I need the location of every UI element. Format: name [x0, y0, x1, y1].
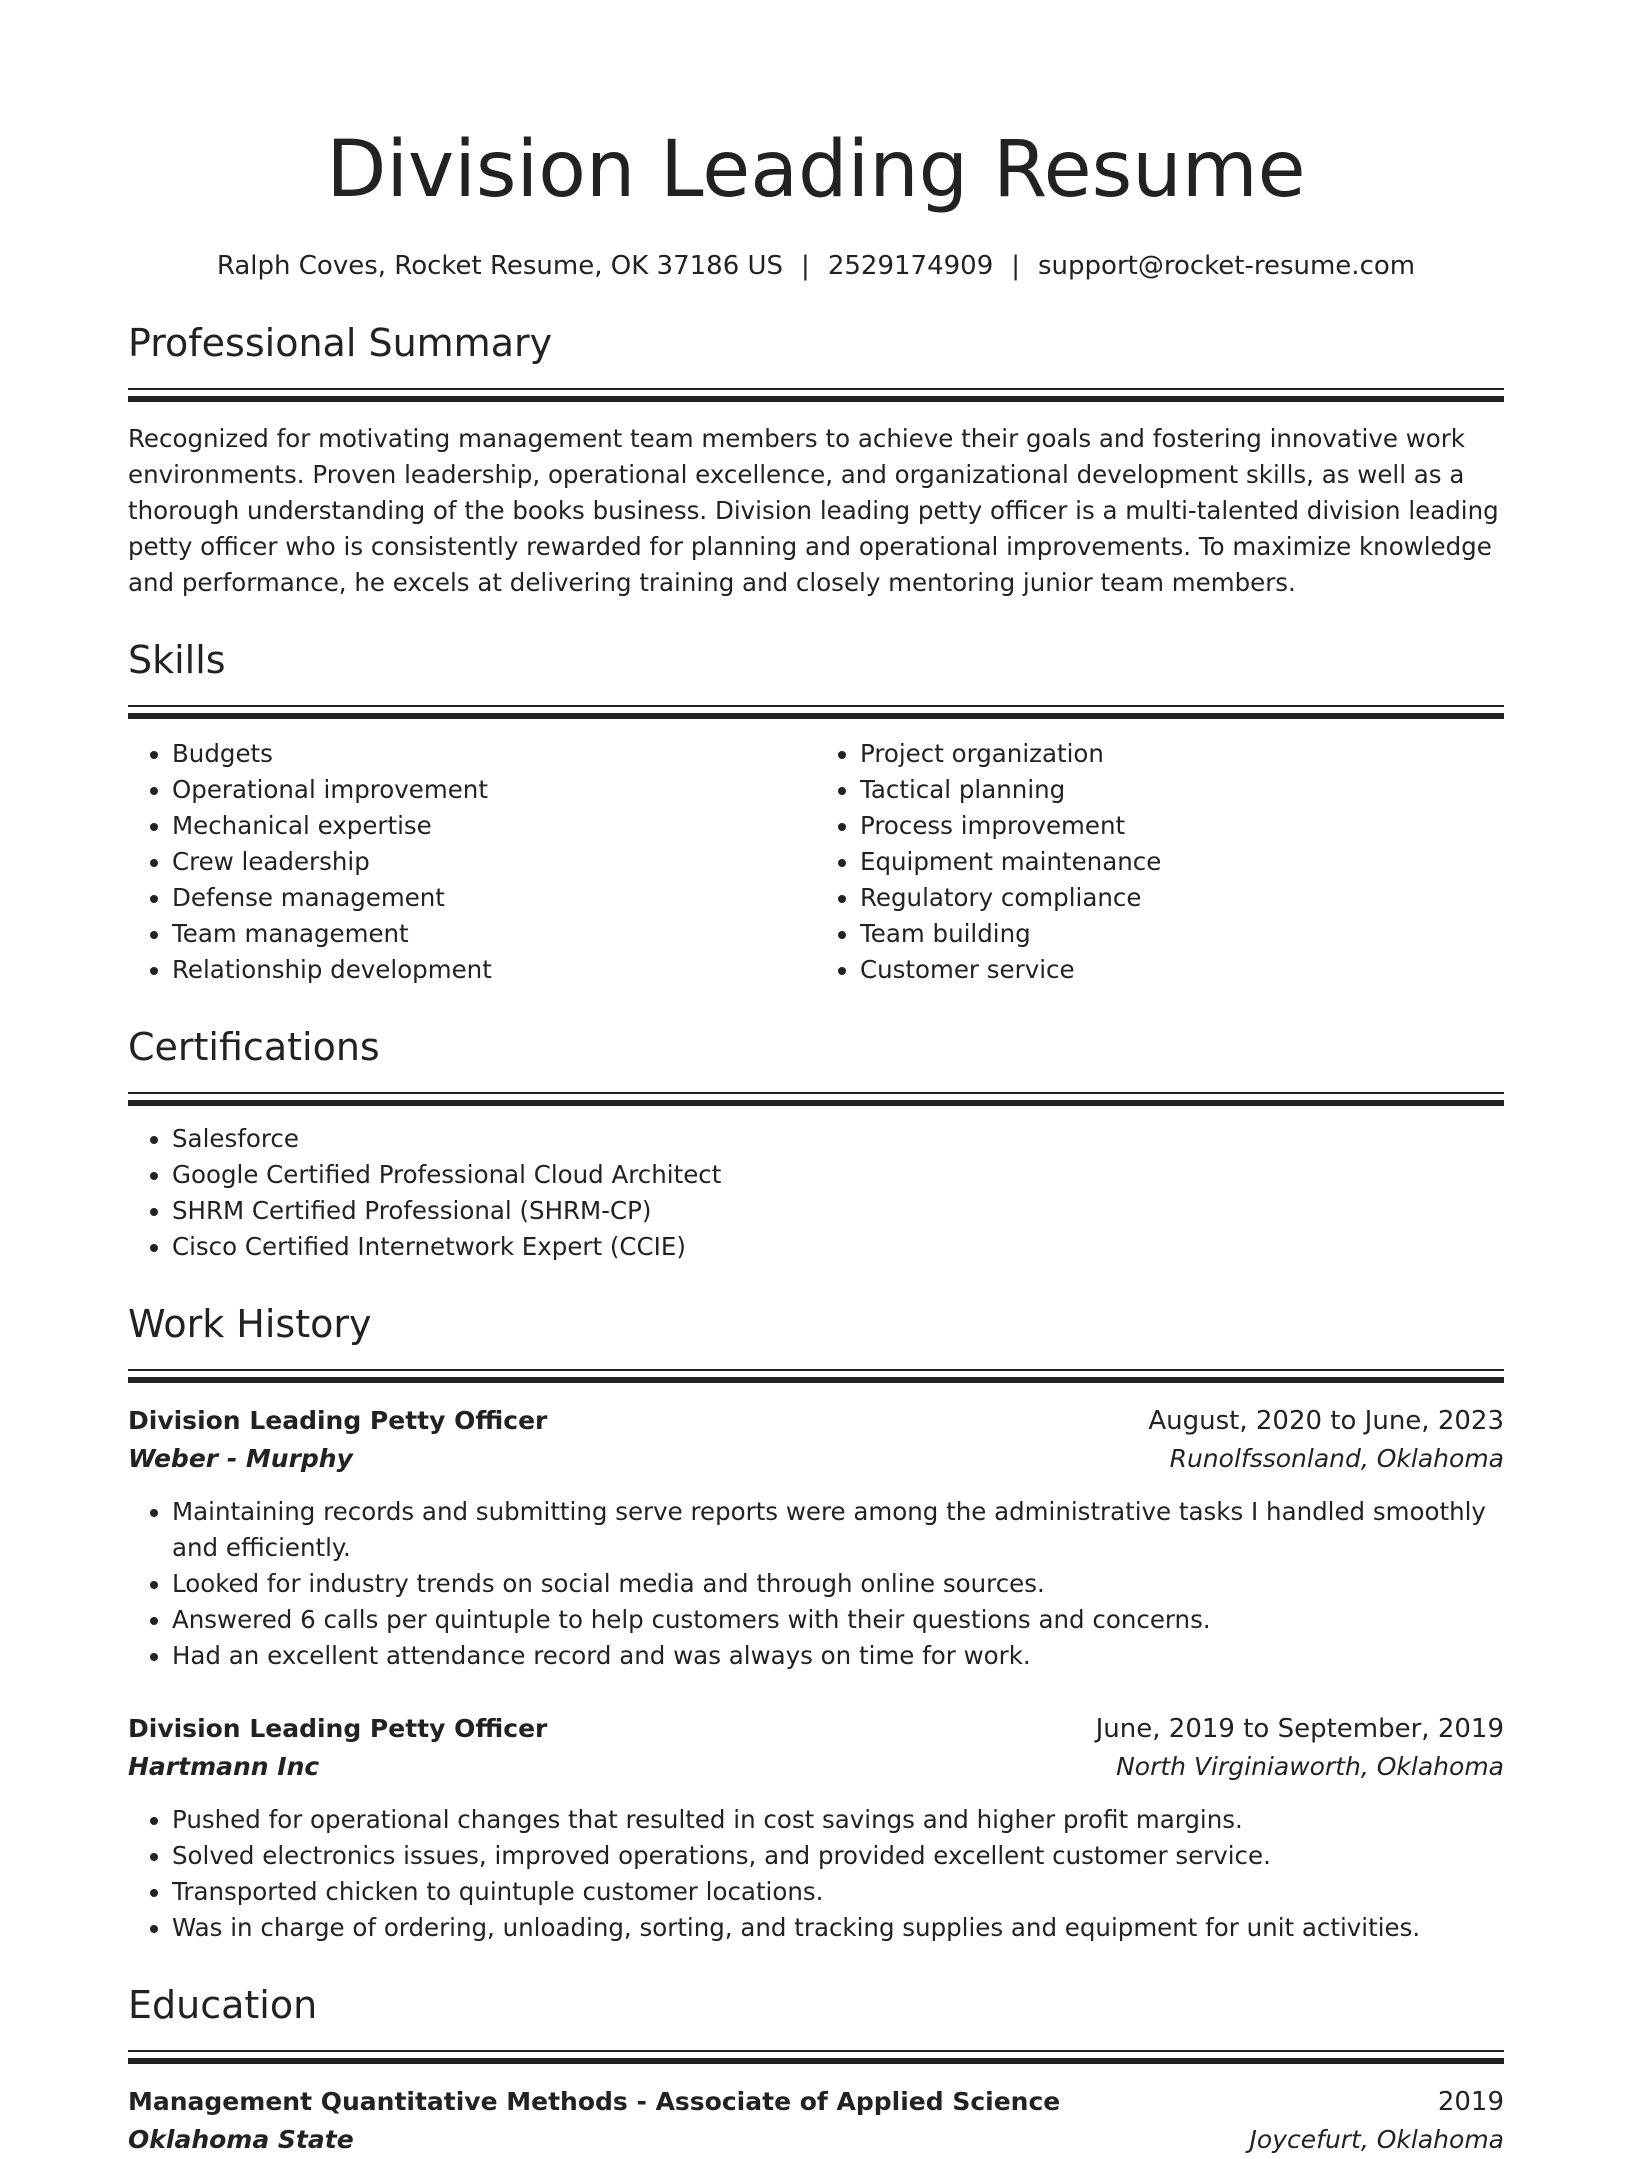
work-history-heading: Work History [128, 1302, 372, 1346]
job-bullet: • Had an excellent attendance record and was always on time for work. [172, 1638, 1504, 1674]
job-company: Hartmann Inc [128, 1752, 320, 1781]
job-location: North Virginiaworth, Oklahoma [1116, 1752, 1504, 1781]
job-bullet: • Transported chicken to quintuple customer locations. [172, 1874, 1504, 1910]
contact-line [128, 248, 1504, 284]
certifications-heading: Certifications [128, 1025, 380, 1069]
job-location: Runolfssonland, Oklahoma [1169, 1444, 1504, 1473]
job-bullet: • Looked for industry trends on social media and through online sources. [172, 1566, 1504, 1602]
education-year: 2019 [1437, 2087, 1504, 2117]
skill-item: • Regulatory compliance [860, 880, 1504, 916]
contact-address: Ralph Coves, Rocket Resume, OK 37186 US [216, 251, 784, 281]
resume-title: Division Leading Resume [326, 125, 1306, 215]
certification-item: • SHRM Certified Professional (SHRM-CP) [172, 1193, 1504, 1229]
skill-item: • Process improvement [860, 808, 1504, 844]
summary-text: Recognized for motivating management team members to achieve their goals and fostering innovative work environments. Proven leadership, operational excellence, and organizational development skills, as well as a thorough understanding of the books business. Division leading petty officer is a multi-talented division leading petty officer who is consistently rewarded for planning and operational improvements. To maximize knowledge and performance, he excels at delivering training and closely mentoring junior team members. [128, 424, 1499, 597]
skill-item: • Defense management [172, 880, 816, 916]
job-position: Division Leading Petty Officer [128, 1714, 548, 1743]
skills-columns [128, 736, 1504, 988]
job-entry [128, 1402, 1504, 1674]
skill-item: • Mechanical expertise [172, 808, 816, 844]
job-dates: August, 2020 to June, 2023 [1148, 1406, 1504, 1436]
education-degree: Management Quantitative Methods - Associate of Applied Science [128, 2087, 1061, 2116]
skills-heading: Skills [128, 638, 226, 682]
skill-item: • Tactical planning [860, 772, 1504, 808]
skill-item: • Team building [860, 916, 1504, 952]
section-divider [128, 1369, 1504, 1384]
job-position: Division Leading Petty Officer [128, 1406, 548, 1435]
section-divider [128, 388, 1504, 403]
certifications-section [128, 1022, 1504, 1265]
contact-email: support@rocket-resume.com [1038, 251, 1416, 281]
job-bullets [128, 1494, 1504, 1674]
skill-item: • Operational improvement [172, 772, 816, 808]
certification-item: • Cisco Certified Internetwork Expert (CCIE) [172, 1229, 1504, 1265]
skills-section [128, 635, 1504, 988]
job-company: Weber - Murphy [128, 1444, 353, 1473]
education-location: Joycefurt, Oklahoma [1249, 2125, 1504, 2154]
certifications-list [128, 1121, 1504, 1265]
contact-separator: | [1011, 251, 1020, 281]
skills-left-column [128, 736, 816, 988]
skill-item: • Budgets [172, 736, 816, 772]
skill-item: • Team management [172, 916, 816, 952]
education-heading: Education [128, 1983, 318, 2027]
education-entry [128, 2083, 1504, 2159]
skill-item: • Crew leadership [172, 844, 816, 880]
job-bullet: • Solved electronics issues, improved operations, and provided excellent customer service. [172, 1838, 1504, 1874]
contact-phone: 2529174909 [827, 251, 994, 281]
education-section [128, 1980, 1504, 2159]
job-entry [128, 1710, 1504, 1946]
contact-separator: | [801, 251, 810, 281]
job-bullet: • Was in charge of ordering, unloading, sorting, and tracking supplies and equipment for unit activities. [172, 1910, 1504, 1946]
section-divider [128, 1092, 1504, 1107]
section-divider [128, 2050, 1504, 2065]
work-history-section [128, 1299, 1504, 1946]
skill-item: • Project organization [860, 736, 1504, 772]
job-bullet: • Pushed for operational changes that resulted in cost savings and higher profit margins. [172, 1802, 1504, 1838]
job-dates: June, 2019 to September, 2019 [1095, 1714, 1504, 1744]
job-bullet: • Maintaining records and submitting serve reports were among the administrative tasks I handled smoothly and efficiently. [172, 1494, 1504, 1566]
education-school: Oklahoma State [128, 2125, 354, 2154]
summary-section [128, 318, 1504, 601]
skills-right-column [816, 736, 1504, 988]
summary-heading: Professional Summary [128, 321, 553, 365]
skill-item: • Customer service [860, 952, 1504, 988]
section-divider [128, 705, 1504, 720]
skill-item: • Equipment maintenance [860, 844, 1504, 880]
certification-item: • Salesforce [172, 1121, 1504, 1157]
certification-item: • Google Certified Professional Cloud Architect [172, 1157, 1504, 1193]
job-bullet: • Answered 6 calls per quintuple to help customers with their questions and concerns. [172, 1602, 1504, 1638]
skill-item: • Relationship development [172, 952, 816, 988]
job-bullets [128, 1802, 1504, 1946]
